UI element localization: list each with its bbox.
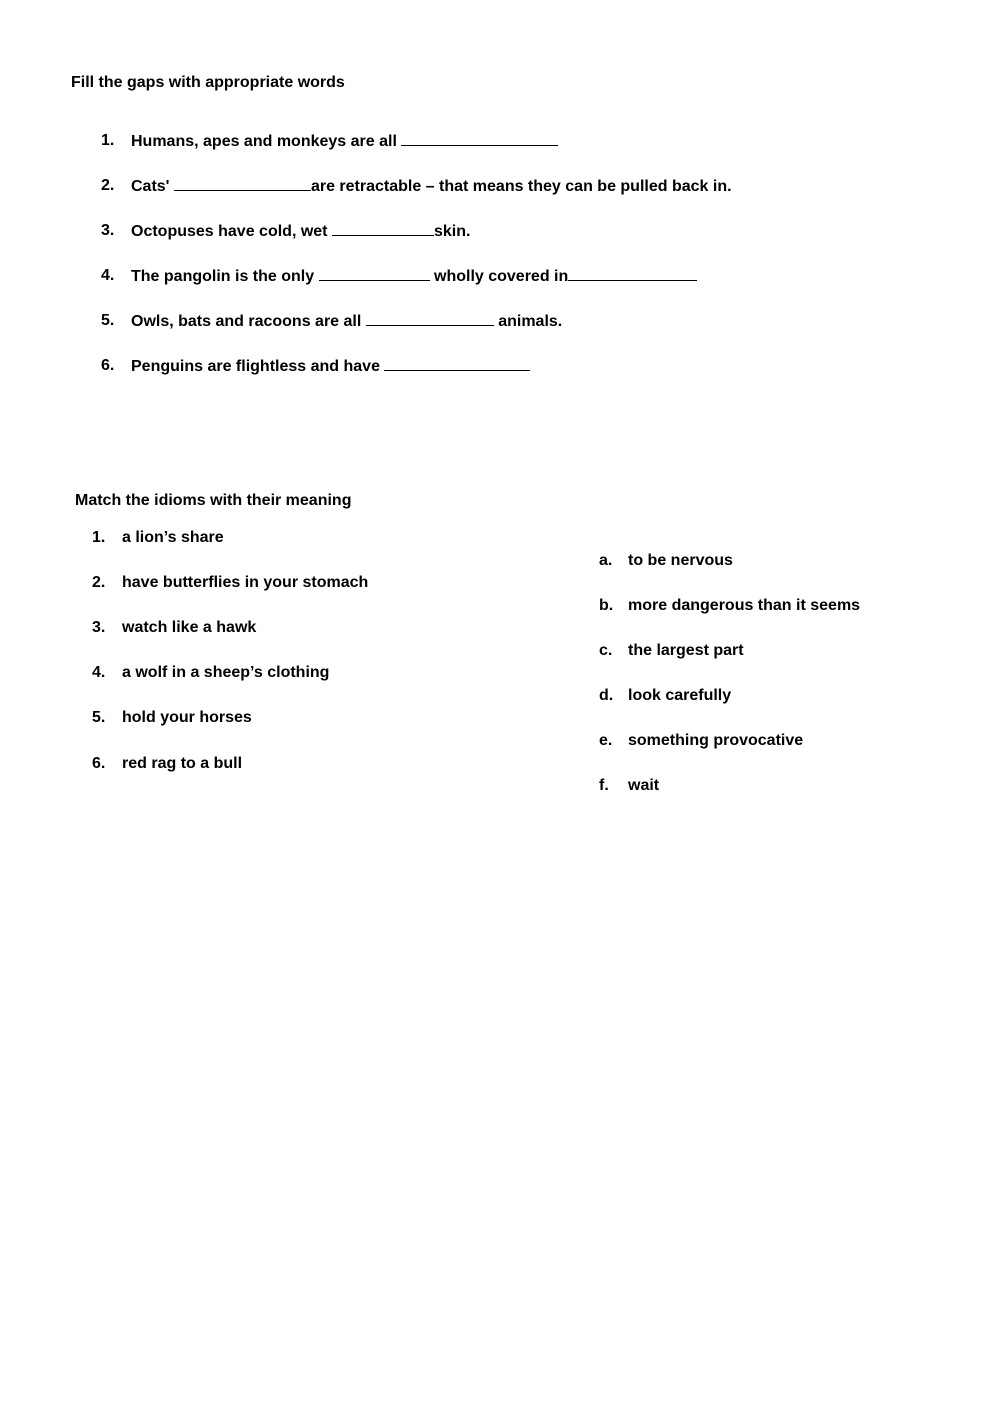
fill-item-text: Humans, apes and monkeys are all [131,133,402,150]
fill-item-4 [131,266,697,287]
idiom-text: have butterflies in your stomach [122,574,369,591]
meaning-text: the largest part [628,642,744,659]
fill-item-text: The pangolin is the only [131,268,319,285]
match-section-heading: Match the idioms with their meaning [75,492,352,509]
fill-item-text: animals. [493,313,563,330]
fill-item-3 [131,221,470,242]
answer-blank[interactable] [401,131,558,146]
fill-item-text: are retractable – that means they can be pulled back in. [310,178,732,195]
fill-item-number: 2. [101,177,115,194]
idiom-number: 3. [92,619,106,636]
fill-item-6 [131,356,530,377]
meaning-text: something provocative [628,732,804,749]
fill-item-text: Owls, bats and racoons are all [131,313,366,330]
answer-blank[interactable] [366,311,494,326]
fill-item-number: 6. [101,357,115,374]
fill-item-number: 5. [101,312,115,329]
idiom-number: 6. [92,755,106,772]
meaning-letter: c. [599,642,613,659]
idiom-number: 4. [92,664,106,681]
idiom-text: a lion’s share [122,529,224,546]
idiom-number: 1. [92,529,106,546]
fill-item-text: Penguins are flightless and have [131,358,385,375]
idiom-number: 5. [92,709,106,726]
fill-section-heading: Fill the gaps with appropriate words [71,74,345,91]
idiom-text: watch like a hawk [122,619,257,636]
idiom-text: red rag to a bull [122,755,243,772]
meaning-text: wait [628,777,660,794]
fill-item-text: wholly covered in [429,268,569,285]
answer-blank[interactable] [319,266,430,281]
answer-blank[interactable] [384,356,530,371]
fill-item-text: Cats' [131,178,174,195]
fill-item-number: 4. [101,267,115,284]
meaning-letter: a. [599,552,613,569]
meaning-text: to be nervous [628,552,733,569]
answer-blank[interactable] [568,266,697,281]
idiom-text: a wolf in a sheep’s clothing [122,664,330,681]
meaning-letter: b. [599,597,614,614]
fill-item-text: Octopuses have cold, wet [131,223,332,240]
meaning-letter: d. [599,687,614,704]
meaning-letter: f. [599,777,609,794]
answer-blank[interactable] [174,176,311,191]
meaning-letter: e. [599,732,613,749]
fill-item-2 [131,176,732,197]
fill-item-text: skin. [433,223,471,240]
answer-blank[interactable] [332,221,434,236]
fill-item-1 [131,131,558,152]
fill-item-number: 3. [101,222,115,239]
meaning-text: look carefully [628,687,732,704]
meaning-text: more dangerous than it seems [628,597,861,614]
fill-item-5 [131,311,562,332]
fill-item-number: 1. [101,132,115,149]
idiom-text: hold your horses [122,709,252,726]
idiom-number: 2. [92,574,106,591]
